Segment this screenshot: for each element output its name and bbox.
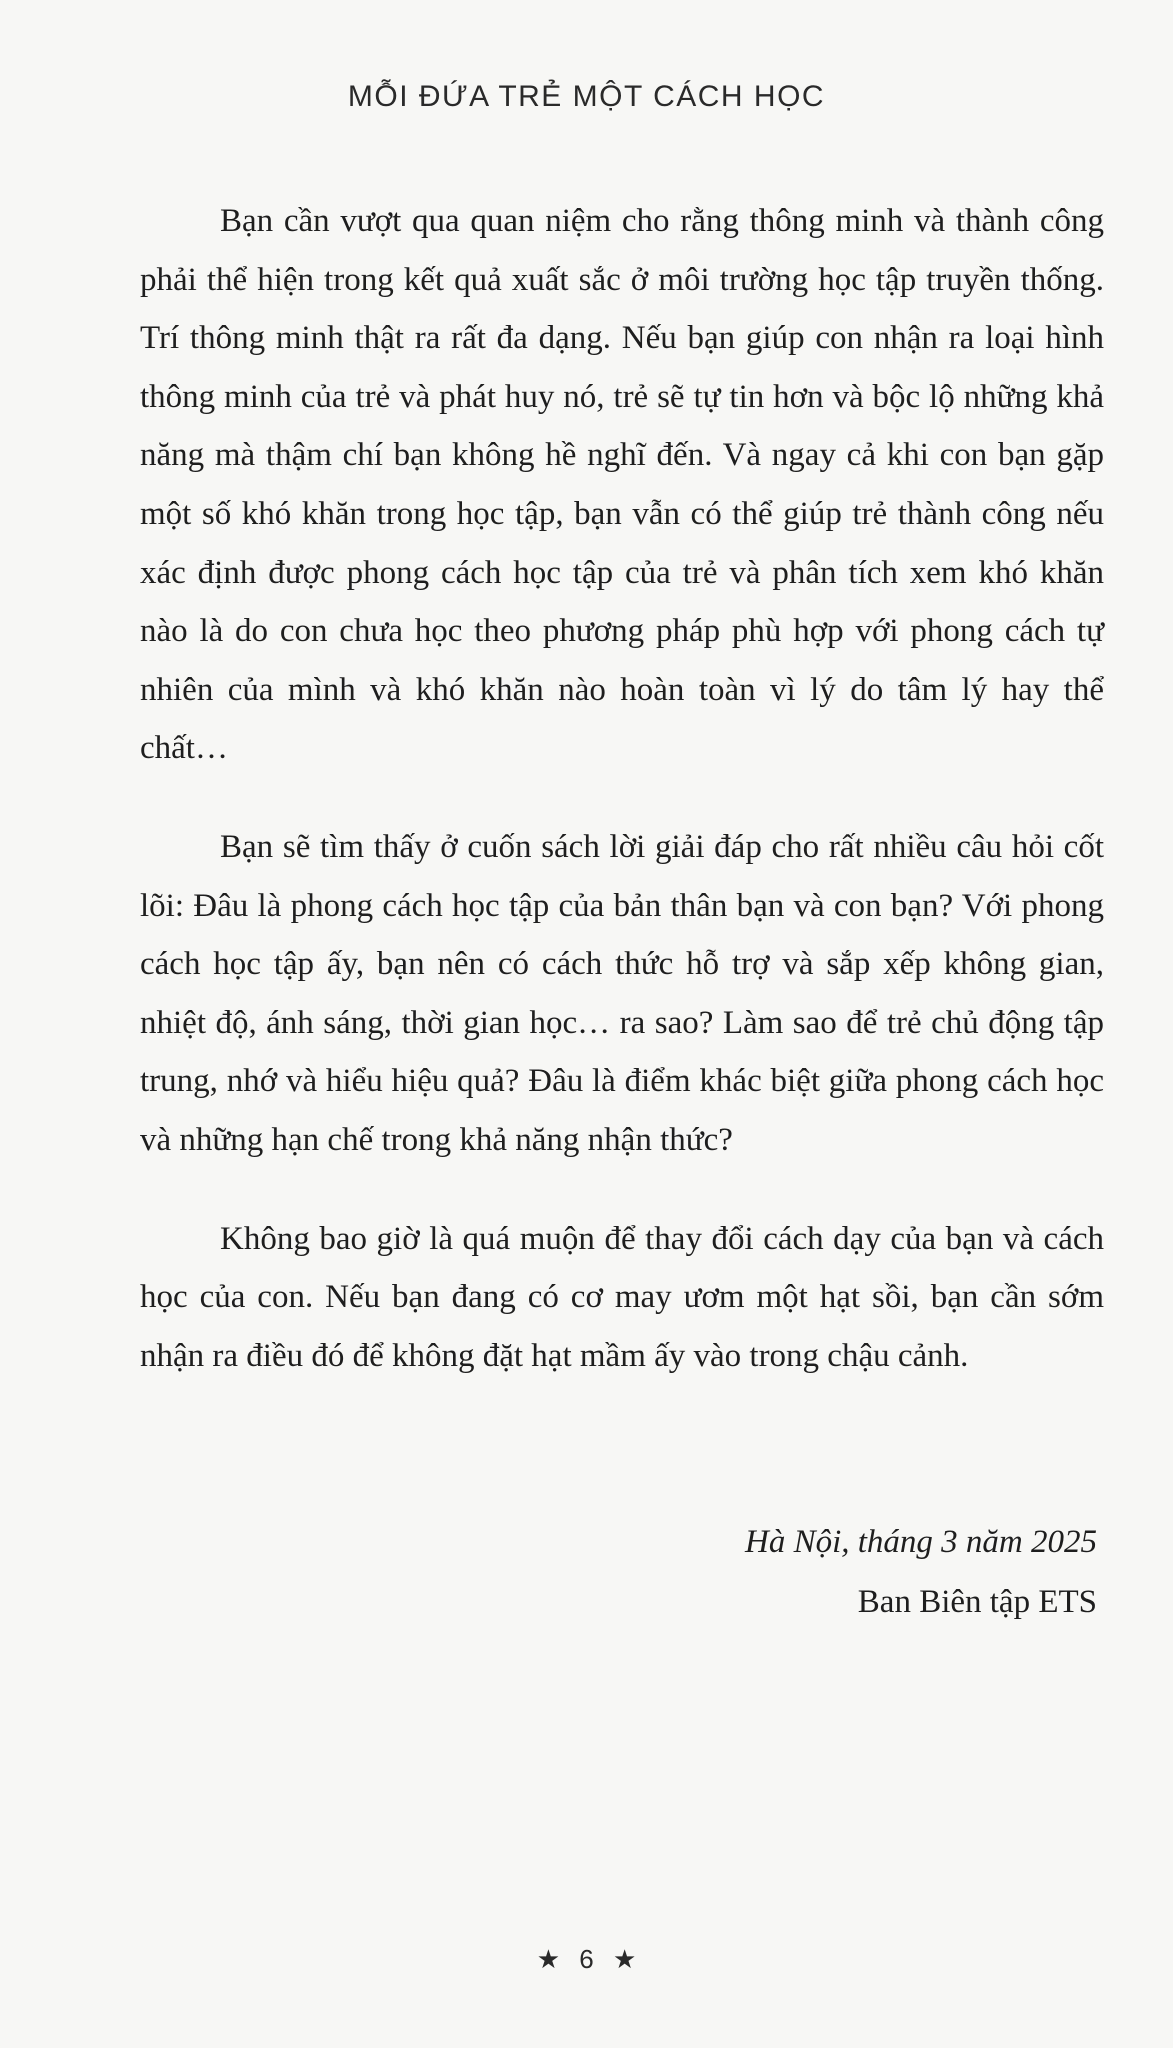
star-icon-right: ★ [612, 1944, 637, 1974]
body-text [140, 192, 1104, 1425]
signature-block [745, 1512, 1097, 1632]
signature-author: Ban Biên tập ETS [857, 1584, 1097, 1620]
place-date: Hà Nội, tháng 3 năm 2025 [744, 1524, 1097, 1560]
page-footer [0, 1944, 1173, 1975]
running-title: MỖI ĐỨA TRẺ MỘT CÁCH HỌC [347, 80, 826, 113]
paragraph-1: Bạn cần vượt qua quan niệm cho rằng thông minh và thành công phải thể hiện trong kết quả xuất sắc ở môi trường học tập truyền thống. Trí thông minh thật ra rất đa dạng. Nếu bạn giúp con nhận ra loại hình thông minh của trẻ và phát huy nó, trẻ sẽ tự tin hơn và bộc lộ những khả năng mà thậm chí bạn không hề nghĩ đến. Và ngay cả khi con bạn gặp một số khó khăn trong học tập, bạn vẫn có thể giúp trẻ thành công nếu xác định được phong cách học tập của trẻ và phân tích xem khó khăn nào là do con chưa học theo phương pháp phù hợp với phong cách tự nhiên của mình và khó khăn nào hoàn toàn vì lý do tâm lý hay thể chất… [140, 203, 1104, 767]
page-number: 6 [579, 1944, 594, 1974]
paragraph-3: Không bao giờ là quá muộn để thay đổi cách dạy của bạn và cách học của con. Nếu bạn đang có cơ may ươm một hạt sồi, bạn cần sớm nhận ra điều đó để không đặt hạt mầm ấy vào trong chậu cảnh. [140, 1220, 1104, 1374]
paragraph-2: Bạn sẽ tìm thấy ở cuốn sách lời giải đáp cho rất nhiều câu hỏi cốt lõi: Đâu là phong cách học tập của bản thân bạn và con bạn? Với phong cách học tập ấy, bạn nên có cách thức hỗ trợ và sắp xếp không gian, nhiệt độ, ánh sáng, thời gian học… ra sao? Làm sao để trẻ chủ động tập trung, nhớ và hiểu hiệu quả? Đâu là điểm khác biệt giữa phong cách học và những hạn chế trong khả năng nhận thức? [140, 828, 1104, 1158]
star-icon-left: ★ [536, 1944, 561, 1974]
